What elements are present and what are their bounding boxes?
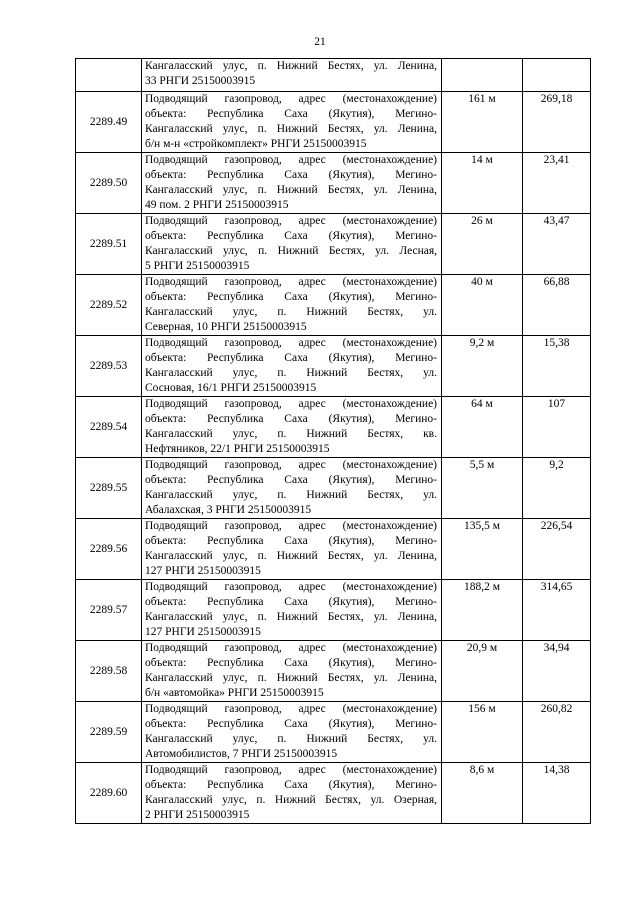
length-cell <box>442 59 523 92</box>
description-line: Подводящий газопровод, адрес (местонахождение) <box>145 276 437 288</box>
property-table <box>75 58 591 824</box>
row-number-cell: 2289.56 <box>76 519 142 580</box>
table-row <box>76 641 591 702</box>
table-row <box>76 519 591 580</box>
description-line: Автомобилистов, 7 РНГИ 25150003915 <box>145 748 338 760</box>
row-number-cell <box>76 59 142 92</box>
description-cell <box>142 397 442 458</box>
description-line: Кангаласский улус, п. Нижний Бестях, ул. <box>145 733 437 745</box>
description-line: Подводящий газопровод, адрес (местонахождение) <box>145 398 437 410</box>
amount-cell: 23,41 <box>523 153 591 214</box>
description-line: объекта: Республика Саха (Якутия), Мегино- <box>145 779 437 791</box>
table-row <box>76 397 591 458</box>
description-line: Абалахская, 3 РНГИ 25150003915 <box>145 504 312 516</box>
page-number: 21 <box>314 36 326 48</box>
description-line: Нефтяников, 22/1 РНГИ 25150003915 <box>145 443 330 455</box>
description-line: Кангаласский улус, п. Нижний Бестях, ул. Ленина, <box>145 550 437 562</box>
row-number-cell: 2289.51 <box>76 214 142 275</box>
description-cell <box>142 702 442 763</box>
description-line: Кангаласский улус, п. Нижний Бестях, ул. <box>145 367 437 379</box>
description-line: объекта: Республика Саха (Якутия), Мегино- <box>145 474 437 486</box>
length-cell: 156 м <box>442 702 523 763</box>
amount-cell: 314,65 <box>523 580 591 641</box>
table-row <box>76 458 591 519</box>
row-number-cell: 2289.55 <box>76 458 142 519</box>
description-line: объекта: Республика Саха (Якутия), Мегино- <box>145 535 437 547</box>
amount-cell: 269,18 <box>523 92 591 153</box>
row-number-cell: 2289.52 <box>76 275 142 336</box>
description-line: Подводящий газопровод, адрес (местонахождение) <box>145 764 437 776</box>
row-number-cell: 2289.53 <box>76 336 142 397</box>
row-number-cell: 2289.60 <box>76 763 142 824</box>
amount-cell: 107 <box>523 397 591 458</box>
description-cell <box>142 153 442 214</box>
description-line: Подводящий газопровод, адрес (местонахождение) <box>145 93 437 105</box>
table-row <box>76 275 591 336</box>
length-cell: 14 м <box>442 153 523 214</box>
description-line: 49 пом. 2 РНГИ 25150003915 <box>145 199 289 211</box>
row-number-cell: 2289.57 <box>76 580 142 641</box>
length-cell: 135,5 м <box>442 519 523 580</box>
length-cell: 8,6 м <box>442 763 523 824</box>
length-cell: 5,5 м <box>442 458 523 519</box>
description-line: 127 РНГИ 25150003915 <box>145 565 261 577</box>
table-row <box>76 214 591 275</box>
table-row <box>76 580 591 641</box>
length-cell: 188,2 м <box>442 580 523 641</box>
row-number-cell: 2289.50 <box>76 153 142 214</box>
description-line: объекта: Республика Саха (Якутия), Мегино- <box>145 596 437 608</box>
row-number-cell: 2289.54 <box>76 397 142 458</box>
description-line: Кангаласский улус, п. Нижний Бестях, ул. Ленина, <box>145 60 437 72</box>
amount-cell: 226,54 <box>523 519 591 580</box>
description-line: Кангаласский улус, п. Нижний Бестях, ул. <box>145 489 437 501</box>
table-row <box>76 336 591 397</box>
description-line: Кангаласский улус, п. Нижний Бестях, ул. Ленина, <box>145 611 437 623</box>
amount-cell: 9,2 <box>523 458 591 519</box>
amount-cell: 15,38 <box>523 336 591 397</box>
table-row <box>76 153 591 214</box>
description-line: объекта: Республика Саха (Якутия), Мегино- <box>145 230 437 242</box>
amount-cell <box>523 59 591 92</box>
description-line: Кангаласский улус, п. Нижний Бестях, ул. Ленина, <box>145 123 437 135</box>
row-number-cell: 2289.59 <box>76 702 142 763</box>
amount-cell: 43,47 <box>523 214 591 275</box>
description-line: объекта: Республика Саха (Якутия), Мегино- <box>145 108 437 120</box>
length-cell: 40 м <box>442 275 523 336</box>
description-line: 2 РНГИ 25150003915 <box>145 809 250 821</box>
amount-cell: 34,94 <box>523 641 591 702</box>
amount-cell: 14,38 <box>523 763 591 824</box>
description-line: Подводящий газопровод, адрес (местонахождение) <box>145 459 437 471</box>
description-line: Подводящий газопровод, адрес (местонахождение) <box>145 215 437 227</box>
description-line: 127 РНГИ 25150003915 <box>145 626 261 638</box>
description-line: Кангаласский улус, п. Нижний Бестях, ул. Озерная, <box>145 794 437 806</box>
description-cell <box>142 59 442 92</box>
length-cell: 20,9 м <box>442 641 523 702</box>
description-cell <box>142 580 442 641</box>
description-line: 5 РНГИ 25150003915 <box>145 260 250 272</box>
description-line: объекта: Республика Саха (Якутия), Мегино- <box>145 413 437 425</box>
table-row <box>76 763 591 824</box>
description-line: Подводящий газопровод, адрес (местонахождение) <box>145 703 437 715</box>
description-line: объекта: Республика Саха (Якутия), Мегино- <box>145 657 437 669</box>
row-number-cell: 2289.58 <box>76 641 142 702</box>
description-line: объекта: Республика Саха (Якутия), Мегино- <box>145 352 437 364</box>
description-line: Северная, 10 РНГИ 25150003915 <box>145 321 307 333</box>
length-cell: 64 м <box>442 397 523 458</box>
description-cell <box>142 763 442 824</box>
description-cell <box>142 641 442 702</box>
description-line: Подводящий газопровод, адрес (местонахождение) <box>145 520 437 532</box>
description-line: объекта: Республика Саха (Якутия), Мегино- <box>145 169 437 181</box>
table-row <box>76 702 591 763</box>
description-line: 33 РНГИ 25150003915 <box>145 75 256 87</box>
description-line: объекта: Республика Саха (Якутия), Мегино- <box>145 718 437 730</box>
table-row <box>76 92 591 153</box>
description-line: б/н м-н «стройкомплект» РНГИ 25150003915 <box>145 138 367 150</box>
row-number-cell: 2289.49 <box>76 92 142 153</box>
description-cell <box>142 92 442 153</box>
description-line: Подводящий газопровод, адрес (местонахождение) <box>145 154 437 166</box>
description-line: б/н «автомойка» РНГИ 25150003915 <box>145 687 324 699</box>
description-cell <box>142 336 442 397</box>
amount-cell: 66,88 <box>523 275 591 336</box>
length-cell: 26 м <box>442 214 523 275</box>
description-line: Подводящий газопровод, адрес (местонахождение) <box>145 581 437 593</box>
description-cell <box>142 275 442 336</box>
description-line: Кангаласский улус, п. Нижний Бестях, ул. Ленина, <box>145 672 437 684</box>
description-line: объекта: Республика Саха (Якутия), Мегино- <box>145 291 437 303</box>
description-line: Кангаласский улус, п. Нижний Бестях, ул. <box>145 306 437 318</box>
description-line: Подводящий газопровод, адрес (местонахождение) <box>145 642 437 654</box>
description-line: Кангаласский улус, п. Нижний Бестях, ул. Ленина, <box>145 184 437 196</box>
description-line: Кангаласский улус, п. Нижний Бестях, ул. Лесная, <box>145 245 437 257</box>
length-cell: 9,2 м <box>442 336 523 397</box>
description-cell <box>142 519 442 580</box>
length-cell: 161 м <box>442 92 523 153</box>
amount-cell: 260,82 <box>523 702 591 763</box>
description-line: Сосновая, 16/1 РНГИ 25150003915 <box>145 382 317 394</box>
description-cell <box>142 458 442 519</box>
table-body <box>76 59 591 824</box>
description-cell <box>142 214 442 275</box>
description-line: Подводящий газопровод, адрес (местонахождение) <box>145 337 437 349</box>
table-row-continuation <box>76 59 591 92</box>
description-line: Кангаласский улус, п. Нижний Бестях, кв. <box>145 428 437 440</box>
